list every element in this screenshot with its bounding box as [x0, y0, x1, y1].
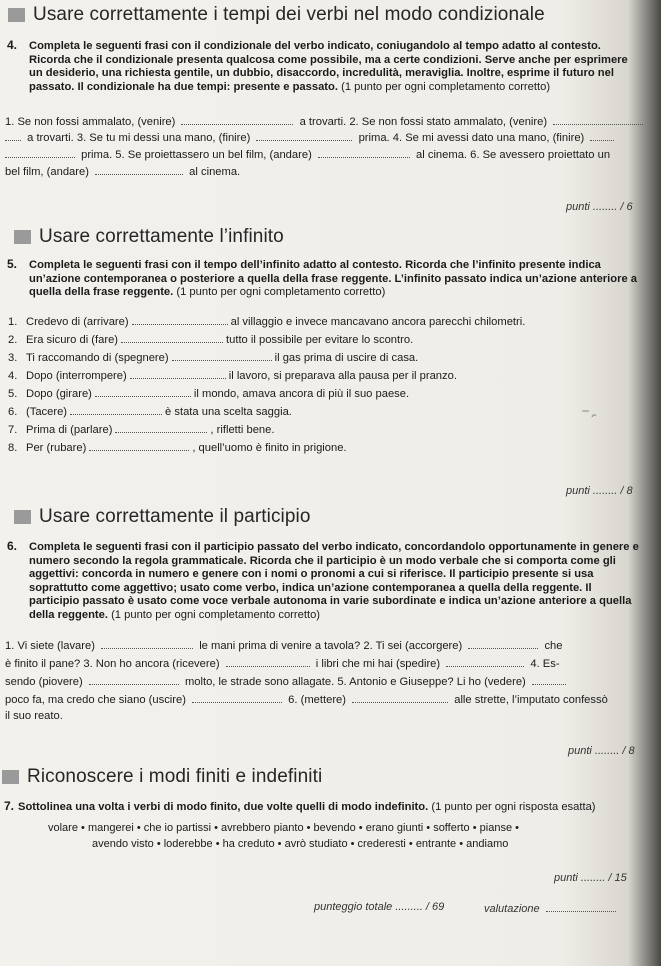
verb-word[interactable]: crederesti: [357, 838, 406, 850]
score-punti: punti ........ / 8: [568, 745, 635, 757]
list-item: 5. Dopo (girare) il mondo, amava ancora di più il suo paese.: [8, 388, 410, 400]
answer-blank[interactable]: [101, 638, 193, 649]
answer-blank[interactable]: [132, 314, 228, 325]
exercise-6-line: sendo (piovere) molto, le strade sono allagate. 5. Antonio e Giuseppe? Li ho (vedere): [5, 674, 569, 690]
verb-word[interactable]: pianse: [479, 822, 513, 834]
list-item: 3. Ti raccomando di (spegnere) il gas prima di uscire di casa.: [8, 352, 419, 364]
points-note: (1 punto per ogni risposta esatta): [431, 801, 596, 813]
verb-word[interactable]: entrante: [415, 838, 457, 850]
exercise-4-line: 1. Se non fossi ammalato, (venire) a trovarti. 2. Se non fossi stato ammalato, (venire): [5, 114, 646, 130]
pencil-mark-icon: [581, 408, 597, 420]
answer-blank[interactable]: [553, 114, 643, 125]
answer-blank[interactable]: [95, 164, 183, 175]
answer-blank[interactable]: [256, 130, 352, 141]
section-header-modi: [2, 766, 322, 788]
exercise-4-line: prima. 5. Se proiettassero un bel film, (andare) al cinema. 6. Se avessero proiettato un: [5, 147, 610, 163]
answer-blank[interactable]: [468, 638, 538, 649]
answer-blank[interactable]: [352, 692, 448, 703]
exercise-number: 6.: [7, 539, 18, 553]
verb-word[interactable]: avendo visto: [92, 838, 154, 850]
score-punti: punti ........ / 15: [554, 872, 627, 884]
verb-word[interactable]: avrebbero pianto: [221, 822, 304, 834]
answer-blank[interactable]: [181, 114, 293, 125]
verb-word[interactable]: andiamo: [466, 838, 509, 850]
answer-blank[interactable]: [121, 332, 223, 343]
answer-blank[interactable]: [192, 692, 282, 703]
exercise-6-line: il suo reato.: [5, 710, 63, 722]
section-title: Usare correttamente l’infinito: [39, 226, 284, 247]
verb-word[interactable]: loderebbe: [163, 838, 213, 850]
exercise-number: 4.: [7, 38, 18, 52]
word-list-row-2: avendo visto • loderebbe • ha creduto • avrò studiato • crederesti • entrante • andiamo: [92, 838, 509, 850]
section-title: Riconoscere i modi finiti e indefiniti: [27, 766, 323, 787]
verb-word[interactable]: volare: [48, 822, 78, 834]
section-header-condizionale: [8, 4, 545, 26]
verb-word[interactable]: avrò studiato: [284, 838, 348, 850]
answer-blank[interactable]: [130, 368, 226, 379]
points-note: (1 punto per ogni completamento corretto): [111, 608, 321, 621]
exercise-6-line: 1. Vi siete (lavare) le mani prima di venire a tavola? 2. Ti sei (accorgere) che: [5, 640, 563, 652]
list-item: 4. Dopo (interrompere) il lavoro, si preparava alla pausa per il pranzo.: [8, 370, 457, 382]
evaluation-blank[interactable]: [546, 901, 616, 912]
score-punti: punti ........ / 8: [566, 485, 633, 497]
evaluation-field: valutazione: [484, 901, 619, 915]
answer-blank[interactable]: [70, 404, 162, 415]
exercise-4-line: a trovarti. 3. Se tu mi dessi una mano, (finire) prima. 4. Se mi avessi dato una mano, (finire): [5, 130, 617, 146]
answer-blank[interactable]: [5, 147, 75, 158]
section-title: Usare correttamente il participio: [39, 506, 311, 527]
total-score: punteggio totale ......... / 69: [314, 901, 445, 913]
word-list-row-1: volare • mangerei • che io partissi • avrebbero pianto • bevendo • erano giunti • sofferto • pianse •: [48, 822, 519, 834]
answer-blank[interactable]: [95, 386, 191, 397]
section-title: Usare correttamente i tempi dei verbi nel modo condizionale: [33, 4, 545, 25]
verb-word[interactable]: bevendo: [313, 822, 356, 834]
exercise-number: 7.: [4, 799, 15, 813]
exercise-4-line: bel film, (andare) al cinema.: [5, 166, 241, 178]
answer-blank[interactable]: [226, 656, 310, 667]
instructions-text: Completa le seguenti frasi con il tempo dell’infinito adatto al contesto. Ricorda che l’infinito presente indica un’azione contemporanea o posteriore a quella della frase reggente. L’infinito passato indica un’azione anteriore a quella della frase reggente.: [29, 259, 637, 299]
verb-word[interactable]: ha creduto: [222, 838, 275, 850]
answer-blank[interactable]: [89, 440, 189, 451]
section-header-infinito: [14, 226, 284, 248]
verb-word[interactable]: che io partissi: [143, 822, 212, 834]
verb-word[interactable]: erano giunti: [365, 822, 424, 834]
exercise-6-line: è finito il pane? 3. Non ho ancora (ricevere) i libri che mi hai (spedire) 4. Es-: [5, 658, 560, 670]
score-punti: punti ........ / 6: [566, 201, 633, 213]
instructions-text: Sottolinea una volta i verbi di modo finito, due volte quelli di modo indefinito.: [18, 801, 429, 813]
section-square-icon: [2, 770, 19, 784]
verb-word[interactable]: mangerei: [87, 822, 134, 834]
verb-word[interactable]: sofferto: [433, 822, 470, 834]
exercise-6-line: poco fa, ma credo che siano (uscire) 6. (mettere) alle strette, l’imputato confessò: [5, 694, 608, 706]
section-header-participio: [14, 506, 311, 528]
section-square-icon: [14, 230, 31, 244]
list-item: 8. Per (rubare) , quell’uomo è finito in prigione.: [8, 442, 347, 454]
list-item: 7. Prima di (parlare) , rifletti bene.: [8, 424, 275, 436]
answer-blank[interactable]: [590, 130, 614, 141]
list-item: 6. (Tacere) è stata una scelta saggia.: [8, 406, 292, 418]
answer-blank[interactable]: [5, 130, 21, 141]
answer-blank[interactable]: [318, 147, 410, 158]
exercise-6-instructions: [7, 540, 643, 623]
section-square-icon: [8, 8, 25, 22]
section-square-icon: [14, 510, 31, 524]
answer-blank[interactable]: [532, 674, 566, 685]
answer-blank[interactable]: [446, 656, 524, 667]
answer-blank[interactable]: [89, 674, 179, 685]
instructions-text: Completa le seguenti frasi con il condizionale del verbo indicato, coniugandolo al tempo adatto al contesto. Ricorda che il condizionale presenta qualcosa come possibile, ma a certe condizioni. Serve anche per esprimere un desiderio, una richiesta gentile, un dubbio, disaccordo, incredulità, meraviglia. Inoltre, esprime il futuro nel passato. Il condizionale ha due tempi: presente e passato.: [29, 40, 628, 93]
exercise-4-instructions: [7, 39, 643, 94]
exercise-7-instructions: [4, 800, 643, 815]
instructions-text: Completa le seguenti frasi con il participio passato del verbo indicato, concordandolo opportunamente in genere e numero secondo la regola grammaticale. Ricorda che il participio è un modo verbale che si comporta come gli aggettivi: concorda in numero e genere con i nomi o pronomi a cui si riferisce. Il participio presente si usa soprattutto come aggettivo; usato come verbo, indica un’azione contemporanea a quella della reggente. Il participio passato è usato come voce verbale autonoma in varie subordinate e indica un’azione anteriore a quella della reggente.: [29, 541, 639, 621]
exercise-number: 5.: [7, 257, 18, 271]
list-item: 2. Era sicuro di (fare) tutto il possibile per evitare lo scontro.: [8, 334, 414, 346]
answer-blank[interactable]: [172, 350, 272, 361]
exercise-5-instructions: [7, 258, 643, 300]
points-note: (1 punto per ogni completamento corretto): [341, 80, 551, 93]
list-item: 1. Credevo di (arrivare) al villaggio e invece mancavano ancora parecchi chilometri.: [8, 316, 526, 328]
points-note: (1 punto per ogni completamento corretto): [176, 286, 386, 299]
answer-blank[interactable]: [115, 422, 207, 433]
